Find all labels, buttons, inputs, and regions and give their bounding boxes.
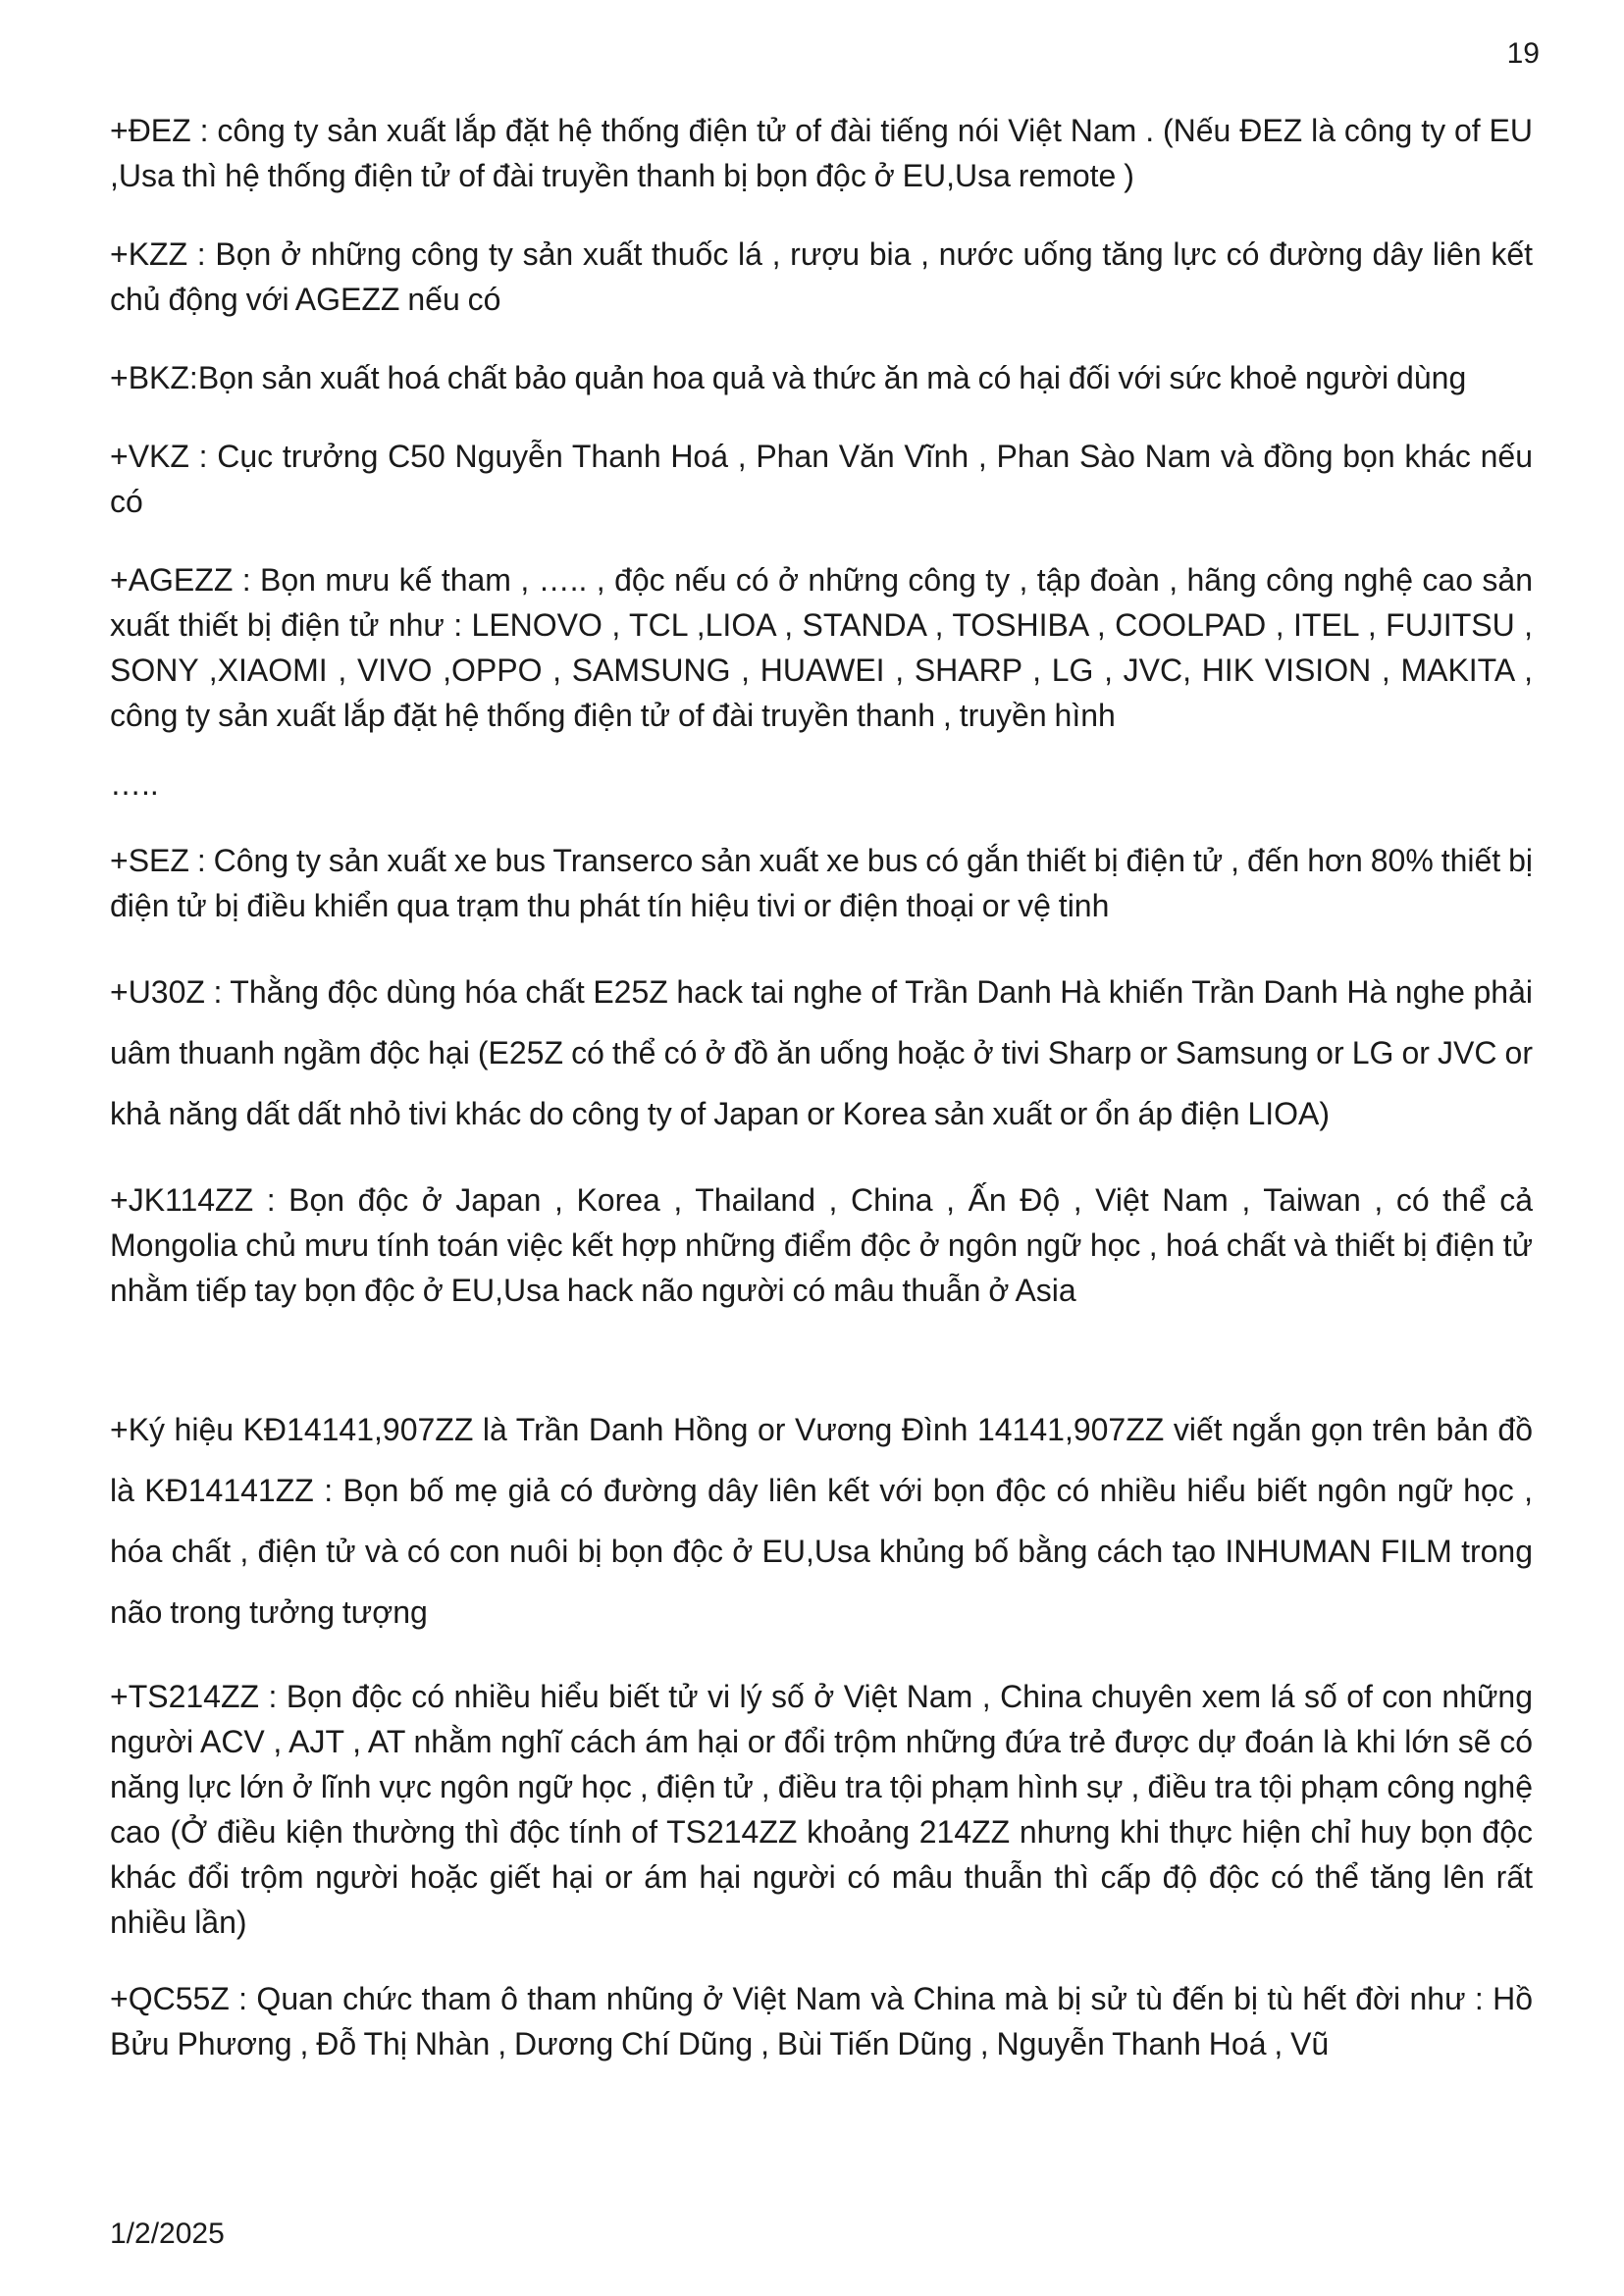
- document-body: [110, 108, 1533, 2066]
- paragraph-agezz: +AGEZZ : Bọn mưu kế tham , ….. , độc nếu có ở những công ty , tập đoàn , hãng công nghệ cao sản xuất thiết bị điện tử như : LENOVO , TCL ,LIOA , STANDA , TOSHIBA , COOLPAD , ITEL , FUJITSU , SONY ,XIAOMI , VIVO ,OPPO , SAMSUNG , HUAWEI , SHARP , LG , JVC, HIK VISION , MAKITA , công ty sản xuất lắp đặt hệ thống điện tử of đài truyền thanh , truyền hình: [110, 562, 1533, 733]
- paragraph-kzz: +KZZ : Bọn ở những công ty sản xuất thuốc lá , rượu bia , nước uống tăng lực có đường dây liên kết chủ động với AGEZZ nếu có: [110, 236, 1533, 317]
- paragraph-ellipsis: …..: [110, 766, 159, 802]
- paragraph-u30z: +U30Z : Thằng độc dùng hóa chất E25Z hack tai nghe of Trần Danh Hà khiến Trần Danh Hà nghe phải uâm thuanh ngầm độc hại (E25Z có thể có ở đồ ăn uống hoặc ở tivi Sharp or Samsung or LG or JVC or khả năng dất dất nhỏ tivi khác do công ty of Japan or Korea sản xuất or ổn áp điện LIOA): [110, 974, 1533, 1131]
- paragraph-kd14141zz: +Ký hiệu KĐ14141,907ZZ là Trần Danh Hồng or Vương Đình 14141,907ZZ viết ngắn gọn trên bản đồ là KĐ14141ZZ : Bọn bố mẹ giả có đường dây liên kết với bọn độc có nhiều hiểu biết ngôn ngữ học , hóa chất , điện tử và có con nuôi bị bọn độc ở EU,Usa khủng bố bằng cách tạo INHUMAN FILM trong não trong tưởng tượng: [110, 1412, 1533, 1630]
- paragraph-dez: +ĐEZ : công ty sản xuất lắp đặt hệ thống điện tử of đài tiếng nói Việt Nam . (Nếu ĐEZ là công ty of EU ,Usa thì hệ thống điện tử of đài truyền thanh bị bọn độc ở EU,Usa remote ): [110, 113, 1533, 193]
- paragraph-bkz: +BKZ:Bọn sản xuất hoá chất bảo quản hoa quả và thức ăn mà có hại đối với sức khoẻ người dùng: [110, 360, 1467, 395]
- paragraph-qc55z: +QC55Z : Quan chức tham ô tham nhũng ở Việt Nam và China mà bị sử tù đến bị tù hết đời như : Hồ Bửu Phương , Đỗ Thị Nhàn , Dương Chí Dũng , Bùi Tiến Dũng , Nguyễn Thanh Hoá , Vũ: [110, 1981, 1533, 2061]
- paragraph-sez: +SEZ : Công ty sản xuất xe bus Transerco sản xuất xe bus có gắn thiết bị điện tử , đến hơn 80% thiết bị điện tử bị điều khiển qua trạm thu phát tín hiệu tivi or điện thoại or vệ tinh: [110, 843, 1533, 923]
- paragraph-ts214zz: +TS214ZZ : Bọn độc có nhiều hiểu biết tử vi lý số ở Việt Nam , China chuyên xem lá số of con những người ACV , AJT , AT nhằm nghĩ cách ám hại or đổi trộm những đứa trẻ được dự đoán là khi lớn sẽ có năng lực lớn ở lĩnh vực ngôn ngữ học , điện tử , điều tra tội phạm hình sự , điều tra tội phạm công nghệ cao (Ở điều kiện thường thì độc tính of TS214ZZ khoảng 214ZZ nhưng khi thực hiện chỉ huy bọn độc khác đổi trộm người hoặc giết hại or ám hại người có mâu thuẫn thì cấp độ độc có thể tăng lên rất nhiều lần): [110, 1679, 1533, 1940]
- paragraph-jk114zz: +JK114ZZ : Bọn độc ở Japan , Korea , Thailand , China , Ấn Độ , Việt Nam , Taiwan , có thể cả Mongolia chủ mưu tính toán việc kết hợp những điểm độc ở ngôn ngữ học , hoá chất và thiết bị điện tử nhằm tiếp tay bọn độc ở EU,Usa hack não người có mâu thuẫn ở Asia: [110, 1182, 1533, 1308]
- paragraph-vkz: +VKZ : Cục trưởng C50 Nguyễn Thanh Hoá , Phan Văn Vĩnh , Phan Sào Nam và đồng bọn khác nếu có: [110, 439, 1533, 519]
- footer-date: 1/2/2025: [110, 2218, 225, 2250]
- page-number: 19: [1506, 37, 1540, 70]
